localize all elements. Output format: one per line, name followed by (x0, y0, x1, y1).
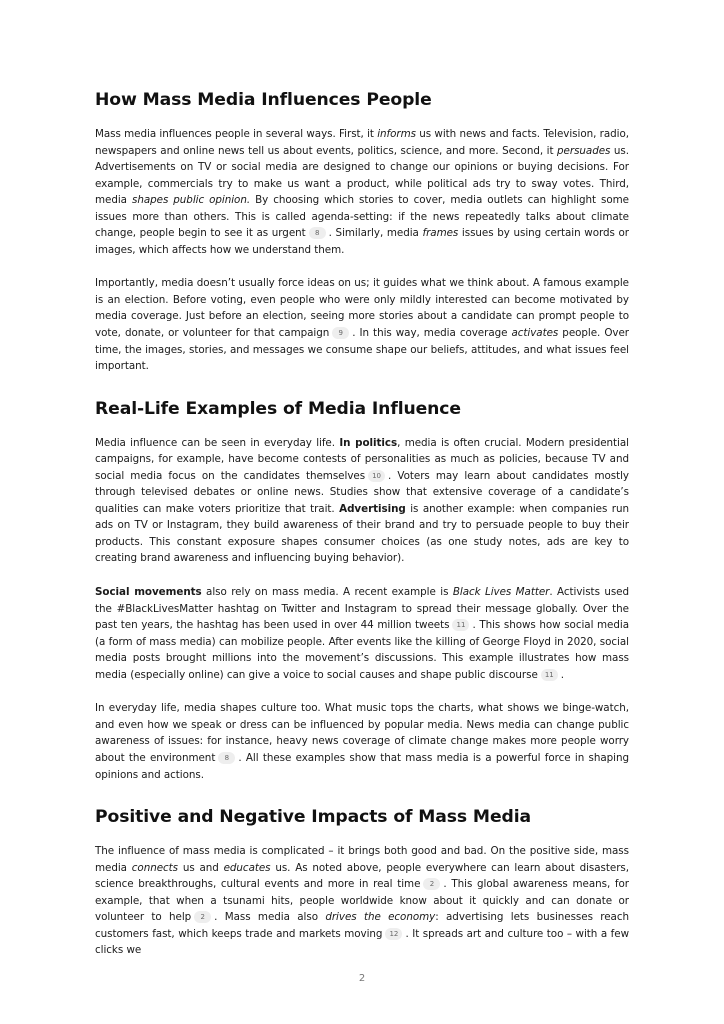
text: . In this way, media coverage (352, 327, 512, 340)
citation-badge[interactable]: 8 (309, 227, 326, 239)
text: . Similarly, media (328, 227, 423, 240)
text: : advertising lets businesses reach customers fast, which keeps trade and markets moving (95, 911, 629, 940)
paragraph (95, 843, 629, 959)
emphasis-text: drives the economy (325, 911, 436, 924)
text: us with news and facts. Television, radio, newspapers and online news tell us about events, politics, science, and more. Second, it (95, 128, 629, 157)
text: also rely on mass media. A recent example is (201, 586, 453, 599)
emphasis-text: activates (511, 327, 559, 340)
paragraph (95, 700, 629, 783)
bold-text: Social movements (95, 586, 202, 599)
emphasis-text: educates (223, 861, 271, 874)
emphasis-text: persuades (557, 144, 611, 157)
paragraph (95, 435, 629, 567)
text: . Mass media also (214, 911, 326, 924)
text: . This global awareness means, for example, that when a tsunami hits, people worldwide know about it quickly and can donate or volunteer to help (95, 878, 629, 924)
citation-badge[interactable]: 9 (332, 327, 349, 339)
citation-badge[interactable]: 10 (368, 470, 385, 482)
text: us. As noted above, people everywhere can learn about disasters, science breakthroughs, cultural events and more in real time (95, 861, 629, 891)
text: issues by using certain words or images, which affects how we understand them. (95, 227, 629, 256)
text: is another example: when companies run ads on TV or Instagram, they build awareness of their brand and try to persuade people to buy their products. This constant exposure shapes consumer choices (as one study notes, ads are key to creating brand awareness and influencing buying behavior). (95, 502, 629, 565)
citation-badge[interactable]: 11 (541, 669, 558, 681)
text: Mass media influences people in several ways. First, it (95, 128, 378, 140)
section-heading: Positive and Negative Impacts of Mass Media (95, 807, 531, 828)
text: Media influence can be seen in everyday life. (95, 436, 340, 449)
text: In everyday life, media shapes culture too. What music tops the charts, what shows we binge-watch, and even how we speak or dress can be influenced by popular media. News media can change public awareness of issues: for instance, heavy news coverage of climate change makes more people worry about the environment (95, 702, 629, 764)
emphasis-text: shapes public opinion. (131, 194, 251, 207)
paragraph (95, 126, 629, 258)
bold-text: In politics (339, 436, 398, 449)
text: . It spreads art and culture too – with a few clicks we (95, 927, 629, 957)
text: us. Advertisements on TV or social media are designed to change our opinions or buying decisions. For example, commercials try to make us want a product, while political ads try to sway votes. Third, media (95, 144, 630, 207)
text: . Activists used the #BlackLivesMatter hashtag on Twitter and Instagram to spread their message globally. Over the past ten years, the hashtag has been used in over 44 million tweets (95, 586, 629, 632)
text: . All these examples show that mass media is a powerful force in shaping opinions and actions. (95, 751, 629, 781)
emphasis-text: Black Lives Matter (452, 586, 550, 599)
text: . (560, 668, 565, 681)
page-content (95, 88, 629, 976)
text: people. Over time, the images, stories, and messages we consume shape our beliefs, attitudes, and what issues feel important. (95, 327, 630, 373)
emphasis-text: connects (131, 861, 179, 874)
section-heading: How Mass Media Influences People (95, 90, 432, 110)
citation-badge[interactable]: 2 (194, 911, 211, 923)
emphasis-text: informs (377, 128, 416, 140)
text: The influence of mass media is complicated – it brings both good and bad. On the positive side, mass media (95, 845, 629, 874)
citation-badge[interactable]: 8 (218, 752, 235, 764)
paragraph (95, 275, 629, 374)
text: . This shows how social media (a form of mass media) can mobilize people. After events like the killing of George Floyd in 2020, social media posts brought millions into the movement’s discussions. This example illustrates how mass media (especially online) can give a voice to social causes and shape public discourse (95, 619, 629, 681)
text: Importantly, media doesn’t usually force ideas on us; it guides what we think about. A famous example is an election. Before voting, even people who were only mildly interested can become motivated by media coverage. Just before an election, seeing more stories about a candidate can prompt people to vote, donate, or volunteer for that campaign (95, 277, 629, 340)
section-heading: Real-Life Examples of Media Influence (95, 398, 461, 419)
citation-badge[interactable]: 2 (423, 878, 440, 890)
citation-badge[interactable]: 11 (452, 619, 469, 631)
emphasis-text: frames (422, 227, 459, 240)
text: , media is often crucial. Modern presidential campaigns, for example, have become contests of personalities as much as policies, because TV and social media focus on the candidates themselves (95, 436, 629, 482)
page-number: 2 (358, 973, 366, 984)
citation-badge[interactable]: 12 (385, 928, 402, 940)
bold-text: Advertising (339, 502, 406, 515)
text: us and (178, 861, 224, 874)
paragraph (95, 584, 629, 683)
text: . Voters may learn about candidates mostly through televised debates or online news. Studies show that extensive coverage of a candidate’s qualities can make voters prioritize that trait. (95, 469, 629, 515)
text: By choosing which stories to cover, media outlets can highlight some issues more than others. This is called agenda-setting: if the news repeatedly talks about climate change, people begin to see it as urgent (95, 194, 629, 240)
